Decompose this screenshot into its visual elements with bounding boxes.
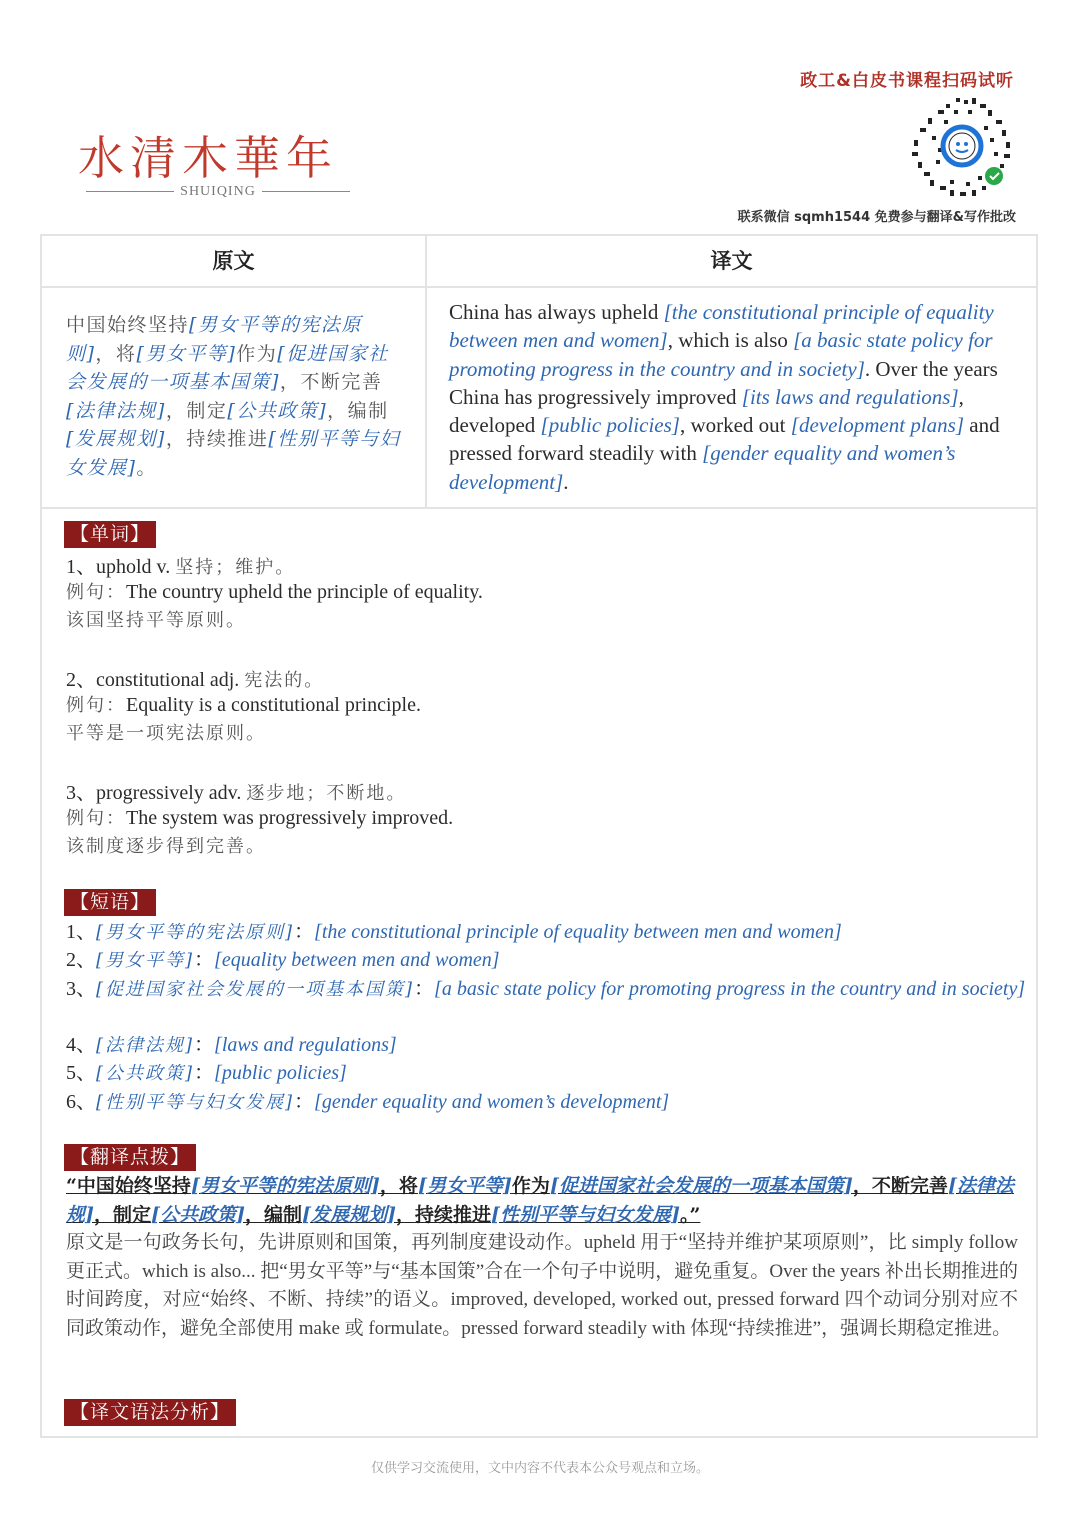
divider	[42, 286, 1036, 288]
qr-code-icon[interactable]	[910, 96, 1014, 200]
logo-subtitle-text: SHUIQING	[180, 184, 256, 199]
section-tag-grammar: 【译文语法分析】	[64, 1399, 236, 1426]
vocab-example-cn: 该国坚持平等原则。	[66, 610, 246, 631]
divider	[262, 191, 350, 192]
divider	[86, 191, 174, 192]
promo-text: 政工&白皮书课程扫码试听	[800, 71, 1014, 91]
column-header-original: 原文	[212, 249, 255, 273]
phrase-item: 2、[男女平等]：[equality between men and women]	[66, 949, 500, 971]
translation-text: China has always upheld [the constitutional principle of equality between men and women], which is also [a basic state policy for promoting progress in the country and in society]. Over the years China has progressively improved [its laws and regulations], developed [public policies], worked out [development plans] and pressed forward steadily with [gender equality and women’s development].	[449, 300, 1000, 494]
phrase-item: 4、[法律法规]：[laws and regulations]	[66, 1034, 397, 1056]
section-tag-vocab: 【单词】	[64, 521, 156, 548]
logo-title: 水清木華年	[78, 131, 338, 185]
vocab-example: 例句：The country upheld the principle of equality.	[66, 581, 483, 603]
original-text: 中国始终坚持[男女平等的宪法原则]，将[男女平等]作为[促进国家社会发展的一项基本国策]，不断完善[法律法规]，制定[公共政策]，编制[发展规划]，持续推进[性别平等与妇女发展]。	[66, 314, 401, 479]
section-tag-tips: 【翻译点拨】	[64, 1144, 196, 1171]
vocab-example: 例句：The system was progressively improved.	[66, 807, 454, 829]
section-tag-phrases: 【短语】	[64, 889, 156, 916]
phrase-item: 6、[性别平等与妇女发展]：[gender equality and women’s development]	[66, 1091, 670, 1113]
footer-disclaimer: 仅供学习交流使用，文中内容不代表本公众号观点和立场。	[370, 1461, 709, 1476]
vocab-example-cn: 平等是一项宪法原则。	[66, 723, 266, 744]
phrase-item: 1、[男女平等的宪法原则]：[the constitutional principle of equality between men and women]	[66, 921, 842, 943]
vocab-word: 2、constitutional adj. 宪法的。	[66, 669, 325, 691]
tips-body: 原文是一句政务长句，先讲原则和国策，再列制度建设动作。upheld 用于“坚持并维护某项原则”，比 simply follow 更正式。which is also... 把“男女平等”与“基本国策”合在一个句子中说明，避免重复。Over the years 补出长期推进的时间跨度，对应“始终、不断、持续”的语义。improved, developed, worked out, pressed forward 四个动词分别对应不同政策动作，避免全部使用 make 或 formulate。pressed forward steadily with 体现“持续推进”，强调长期稳定推进。	[66, 1232, 1018, 1339]
vocab-example: 例句：Equality is a constitutional principle.	[66, 694, 421, 716]
vocab-word: 3、progressively adv. 逐步地；不断地。	[66, 782, 407, 804]
tips-quote: “中国始终坚持[男女平等的宪法原则]，将[男女平等]作为[促进国家社会发展的一项基本国策]，不断完善[法律法规]，制定[公共政策]，编制[发展规划]，持续推进[性别平等与妇女发展]。”	[66, 1175, 1014, 1226]
column-header-translation: 译文	[710, 249, 753, 273]
vocab-word: 1、uphold v. 坚持；维护。	[66, 556, 296, 578]
contact-text: 联系微信 sqmh1544 免费参与翻译&写作批改	[737, 210, 1016, 225]
logo-subtitle	[84, 184, 352, 200]
divider	[42, 507, 1036, 509]
divider	[425, 236, 427, 508]
vocab-example-cn: 该制度逐步得到完善。	[66, 836, 266, 857]
phrase-item: 3、[促进国家社会发展的一项基本国策]：[a basic state policy for promoting progress in the country and in society]	[66, 978, 1026, 1000]
phrase-item: 5、[公共政策]：[public policies]	[66, 1062, 347, 1084]
